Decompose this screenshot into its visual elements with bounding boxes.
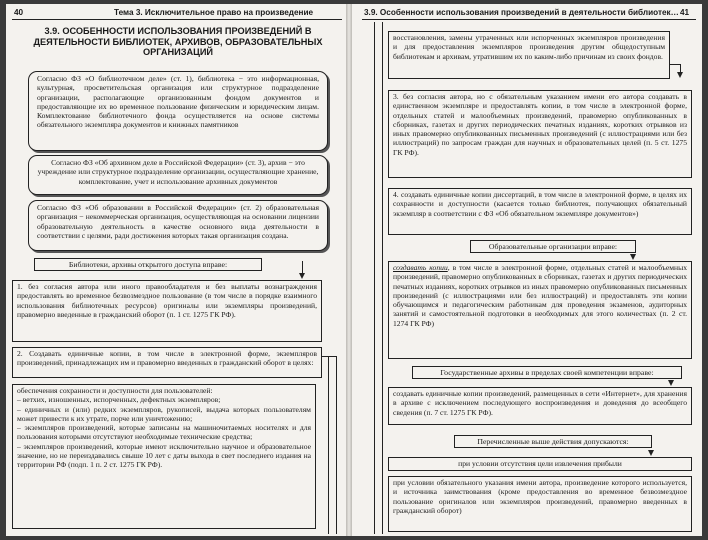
connector [374,22,375,534]
archive-definition: Согласно ФЗ «Об архивном деле в Российской Федерации» (ст. 3), архив − это учреждение или структурное подразделение организации, осуществляющие хранение, комплектование, учет и использование архивных документов [28,155,328,195]
connector [670,64,680,65]
archive-label: Государственные архивы в пределах своей компетенции вправе: [412,366,682,379]
right-header-rule [362,19,696,20]
continuation-box: восстановления, замены утраченных или испорченных экземпляров произведения и для предоставления экземпляров произведения другим общедоступным библиотекам и архивам, утратившим их по каким-либо причинам из своих фондов. [388,31,670,79]
education-rights-lead: создавать копии [393,263,448,272]
archive-rights: создавать единичные копии произведений, размещенных в сети «Интернет», для хранения в архиве с исключением последующего воспроизведения и доведения до всеобщего сведения (п. 7 ст. 1275 ГК РФ). [388,387,692,425]
arrow-down-icon [677,72,683,78]
library-definition: Согласно ФЗ «О библиотечном деле» (ст. 1), библиотека − это информационная, культурная, просветительская организация или структурное подразделение организации, располагающие организованным фондом документов и предоставляющие их во временное пользование физическим и юридическим лицам. Комплектование библиотечного фонда осуществляется на основе системы обязательного экземпляра документов и книжных памятников [28,71,328,151]
education-definition: Согласно ФЗ «Об образовании в Российской Федерации» (ст. 2) образовательная организация − некоммерческая организация, осуществляющая на основании лицензии образовательную деятельность в качестве основного вида деятельности в соответствии с целями, ради достижения которых такая организация создана. [28,200,328,251]
library-right-2: 2. Создавать единичные копии, в том числе в электронной форме, экземпляров произведений, принадлежащих им и правомерно введенных в гражданский оборот в целях: [12,347,322,378]
library-right-4: 4. создавать единичные копии диссертаций, в том числе в электронной форме, в целях их сохранности и доступности (касается только библиотек, получающих обязательный экземпляр в соответствии с ФЗ «Об обязательном экземпляре документов») [388,188,692,235]
left-page [6,4,346,536]
allowed-label: Перечисленные выше действия допускаются: [454,435,652,448]
copy-purposes: обеспечения сохранности и доступности для пользователей: – ветхих, изношенных, испорченных, дефектных экземпляров; – единичных и (или) редких экземпляров, рукописей, выдача которых пользователям может привести к их утрате, порче или уничтожению; – экземпляров произведений, которые записаны на машиночитаемых носителях и для пользования которыми отсутствуют необходимые технические средства; – экземпляров произведений, которые имеют исключительно научное и образовательное значение, но не переиздавались свыше 10 лет с даты выхода в свет последнего издания на территории РФ (подп. 1 п. 2 ст. 1275 ГК РФ). [12,384,316,529]
education-rights-text: , в том числе в электронной форме, отдельных статей и малообъемных произведений, правомерно опубликованных в сборниках, газетах и других периодических печатных изданиях, коротких отрывков из иных правомерно опубликованных письменных произведений (с иллюстрациями или без иллюстраций) и предоставлять эти копии обучающимся и педагогическим работникам для проведения экзаменов, аудиторных занятий и самостоятельной подготовки в необходимых для этого количествах (п. 2 ст. 1274 ГК РФ) [393,263,687,328]
connector [382,22,383,534]
connector [336,356,337,534]
right-page [352,4,702,536]
right-running-head: 3.9. Особенности использования произведений в деятельности библиотек… [364,8,679,17]
education-rights [388,261,692,359]
library-right-3: 3. без согласия автора, но с обязательным указанием имени его автора создавать в единственном экземпляре и предоставлять копии, в том числе в электронной форме, отдельных статей и малообъемных произведений, правомерно опубликованных в сборниках, газетах и других периодических печатных изданиях, коротких отрывков из иных правомерно опубликованных письменных произведений (с иллюстрациями или без иллюстраций) по запросам граждан для научных и образовательных целей (п. 5 ст. 1275 ГК РФ). [388,90,692,178]
condition-no-profit: при условии отсутствия цели извлечения прибыли [388,457,692,471]
left-header-rule [12,19,342,20]
open-access-label: Библиотеки, архивы открытого доступа вправе: [34,258,262,271]
left-page-number: 40 [14,8,24,17]
arrow-down-icon [299,273,305,279]
arrow-down-icon [630,254,636,260]
section-title: 3.9. ОСОБЕННОСТИ ИСПОЛЬЗОВАНИЯ ПРОИЗВЕДЕНИЙ В ДЕЯТЕЛЬНОСТИ БИБЛИОТЕК, АРХИВОВ, ОБРАЗОВАТЕЛЬНЫХ ОРГАНИЗАЦИЙ [33,26,323,58]
education-label: Образовательные организации вправе: [470,240,636,253]
condition-author-attribution: при условии обязательного указания имени автора, произведение которого используется, и источника заимствования (кроме предоставления во временное безвозмездное пользование оригиналов или экземпляров произведений, правомерно введенных в гражданский оборот) [388,476,692,532]
arrow-down-icon [668,380,674,386]
left-running-head: Тема 3. Исключительное право на произведение [114,8,314,17]
arrow-down-icon [648,450,654,456]
right-page-number: 41 [680,8,690,17]
connector [328,356,329,534]
library-right-1: 1. без согласия автора или иного правообладателя и без выплаты вознаграждения предоставлять во временное безвозмездное пользование (в том числе в порядке взаимного использования библиотечных ресурсов) оригиналы или экземпляры произведений, правомерно введенные в гражданский оборот (п. 1 ст. 1275 ГК РФ). [12,280,322,342]
connector [322,356,336,357]
